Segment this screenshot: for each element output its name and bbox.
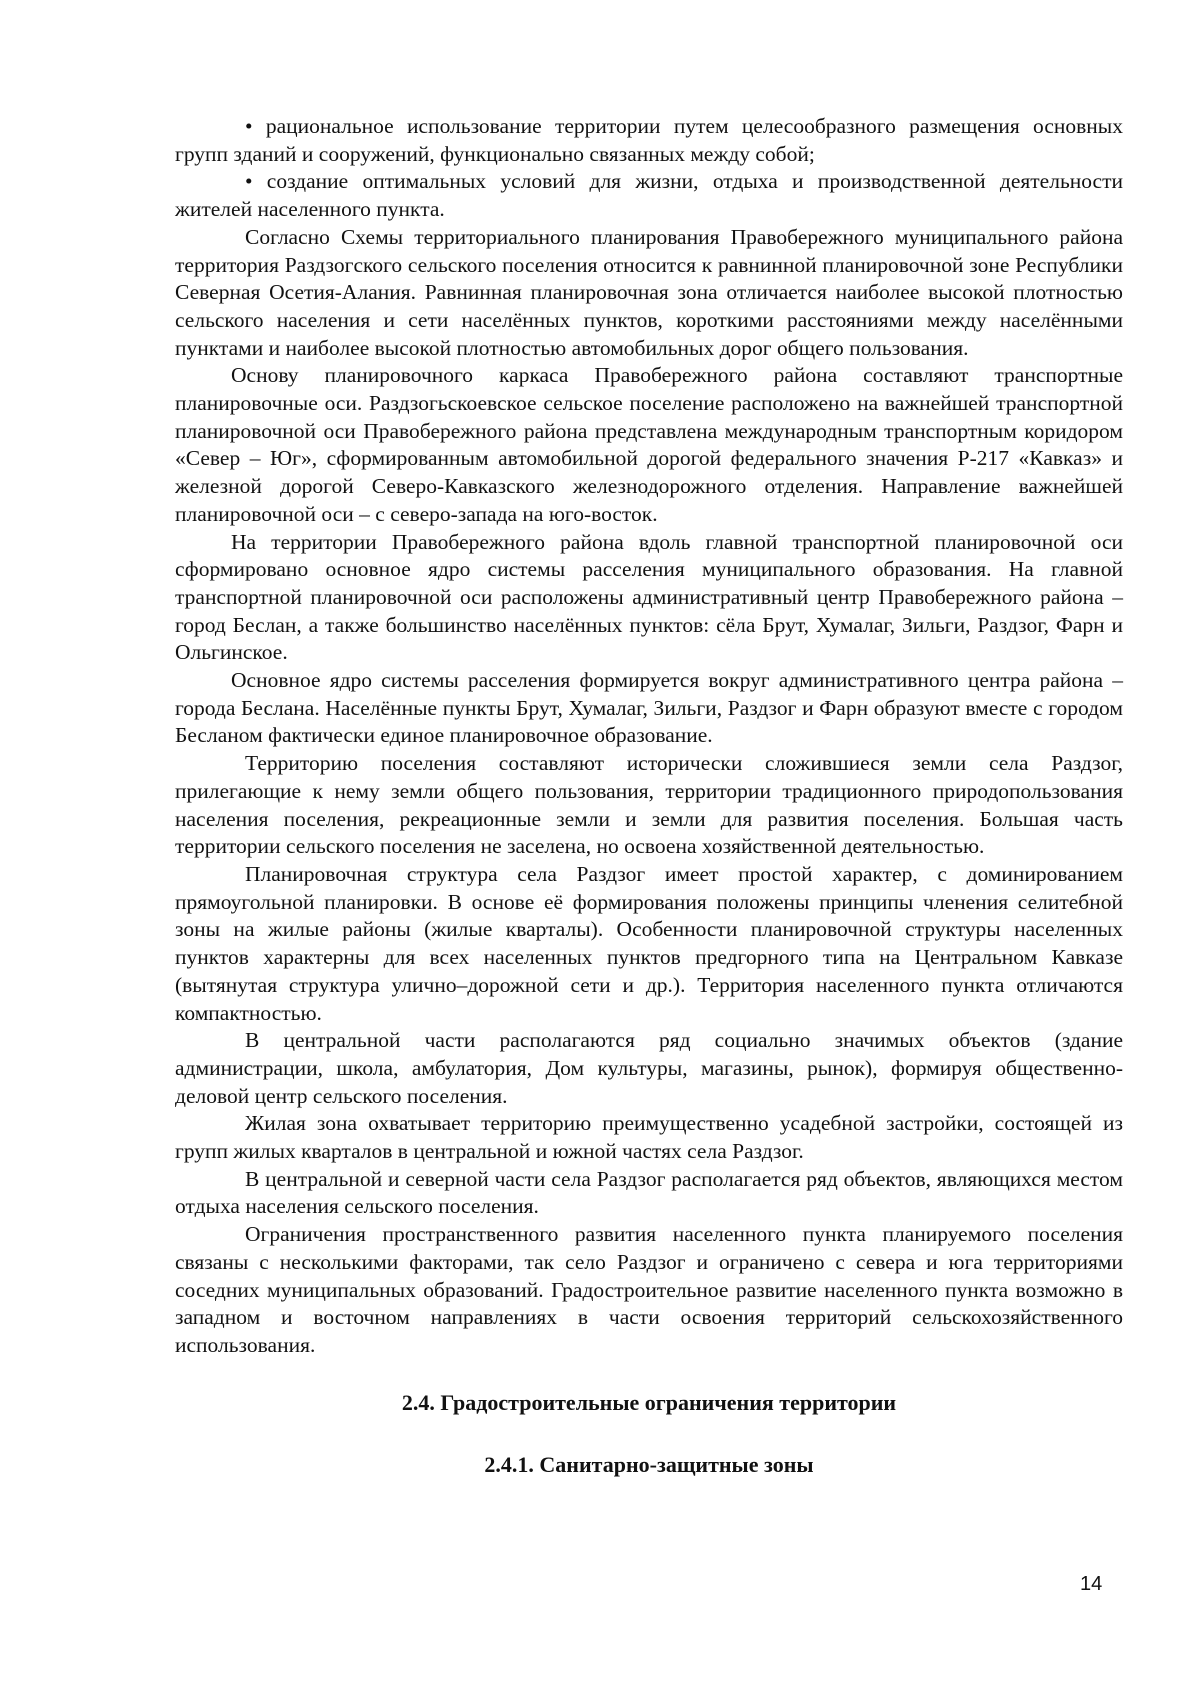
body-text xyxy=(175,113,1123,1360)
paragraph-central-part: В центральной части располагаются ряд социально значимых объектов (здание администрации, школа, амбулатория, Дом культуры, магазины, рынок), формируя общественно-деловой центр сельского поселения. xyxy=(175,1028,1123,1108)
paragraph-development-limits: Ограничения пространственного развития населенного пункта планируемого поселения связаны с несколькими факторами, так село Раздзог и ограничено с севера и юга территориями соседних муниципальных образований. Градостроительное развитие населенного пункта возможно в западном и восточном направлениях в части освоения территорий сельскохозяйственного использования. xyxy=(175,1222,1123,1357)
paragraph-territorial-planning: Согласно Схемы территориального планирования Правобережного муниципального района территория Раздзогского сельского поселения относится к равнинной планировочной зоне Республики Северная Осетия-Алания. Равнинная планировочная зона отличается наиболее высокой плотностью сельского населения и сети населённых пунктов, короткими расстояниями между населёнными пунктами и наиболее высокой плотностью автомобильных дорог общего пользования. xyxy=(175,224,1123,360)
paragraph-recreation-objects: В центральной и северной части села Раздзог располагается ряд объектов, являющихся местом отдыха населения сельского поселения. xyxy=(175,1166,1123,1219)
bullet-paragraph-2: • создание оптимальных условий для жизни, отдыха и производственной деятельности жителей населенного пункта. xyxy=(175,169,1123,222)
document-page xyxy=(175,113,1123,1478)
paragraph-territory-composition: Территорию поселения составляют исторически сложившиеся земли села Раздзог, прилегающие к нему земли общего пользования, территории традиционного природопользования населения поселения, рекреационные земли и земли для развития поселения. Большая часть территории сельского поселения не заселена, но освоена хозяйственной деятельностью. xyxy=(175,751,1123,859)
paragraph-settlement-core: На территории Правобережного района вдоль главной транспортной планировочной оси сформировано основное ядро системы расселения муниципального образования. На главной транспортной планировочной оси расположены административный центр Правобережного района – город Беслан, а также большинство населённых пунктов: сёла Брут, Хумалаг, Зильги, Раздзог, Фарн и Ольгинское. xyxy=(175,529,1123,665)
page-number: 14 xyxy=(1080,1573,1103,1595)
paragraph-planning-structure: Планировочная структура села Раздзог имеет простой характер, с доминированием прямоугольной планировки. В основе её формирования положены принципы членения селитебной зоны на жилые районы (жилые кварталы). Особенности планировочной структуры населенных пунктов характерны для всех населенных пунктов предгорного типа на Центральном Кавказе (вытянутая структура улично–дорожной сети и др.). Территория населенного пункта отличаются компактностью. xyxy=(175,861,1123,1025)
paragraph-residential-zone: Жилая зона охватывает территорию преимущественно усадебной застройки, состоящей из групп жилых кварталов в центральной и южной частях села Раздзог. xyxy=(175,1111,1123,1164)
paragraph-planning-axes: Основу планировочного каркаса Правобережного района составляют транспортные планировочные оси. Раздзогьскоевское сельское поселение расположено на важнейшей транспортной планировочной оси Правобережного района представлена международным транспортным коридором «Север – Юг», сформированным автомобильной дорогой федерального значения Р-217 «Кавказ» и железной дорогой Северо-Кавказского железнодорожного отделения. Направление важнейшей планировочной оси – с северо-запада на юго-восток. xyxy=(175,363,1123,526)
bullet-paragraph-1: • рациональное использование территории путем целесообразного размещения основных групп зданий и сооружений, функционально связанных между собой; xyxy=(175,114,1123,166)
paragraph-beslan-center: Основное ядро системы расселения формируется вокруг административного центра района – города Беслана. Населённые пункты Брут, Хумалаг, Зильги, Раздзог и Фарн образуют вместе с городом Бесланом фактически единое планировочное образование. xyxy=(175,668,1123,748)
section-heading: 2.4. Градостроительные ограничения территории xyxy=(401,1389,897,1415)
subsection-heading: 2.4.1. Санитарно-защитные зоны xyxy=(484,1451,814,1477)
